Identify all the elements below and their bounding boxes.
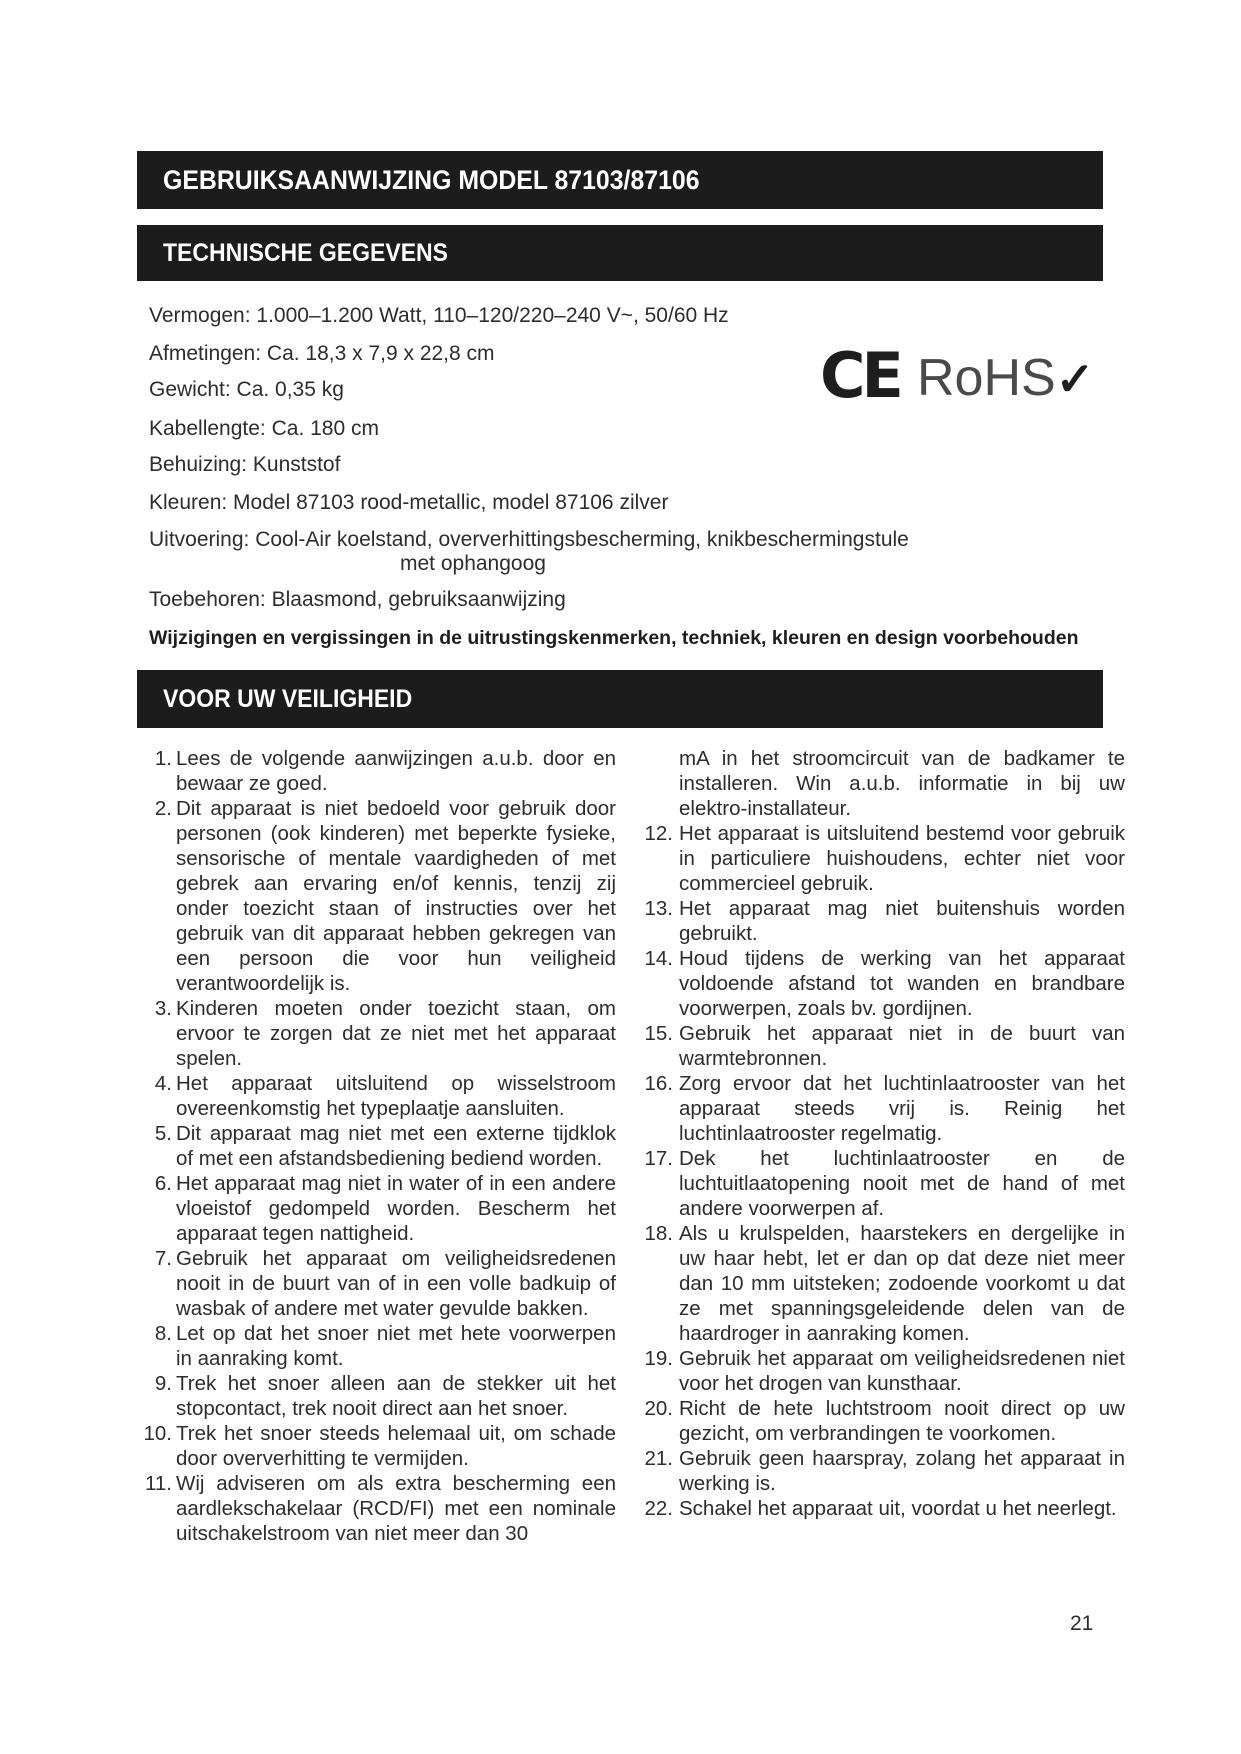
list-item	[136, 796, 616, 996]
item-text: Het apparaat mag niet in water of in een andere vloeistof gedompeld worden. Bescherm het apparaat tegen nattigheid.	[176, 1172, 616, 1245]
item-text: Trek het snoer steeds helemaal uit, om schade door oververhitting te vermijden.	[176, 1422, 616, 1470]
tech-section-title: TECHNISCHE GEGEVENS	[163, 238, 448, 267]
item-text: Als u krulspelden, haarstekers en dergelijke in uw haar hebt, let er dan op dat deze niet meer dan 10 mm uitsteken; zodoende voorkomt u dat ze met spanningsgeleidende delen van de haardroger in aanraking komen.	[679, 1222, 1125, 1345]
item-text: Let op dat het snoer niet met hete voorwerpen in aanraking komt.	[176, 1322, 616, 1370]
safety-list-right	[635, 746, 1125, 1521]
list-item	[136, 996, 616, 1071]
spec-dimensions: Afmetingen: Ca. 18,3 x 7,9 x 22,8 cm	[149, 342, 495, 365]
item-number: 4.	[154, 1072, 172, 1095]
item-text: Trek het snoer alleen aan de stekker uit het stopcontact, trek nooit direct aan het snoer.	[176, 1372, 616, 1420]
list-item	[635, 896, 1125, 946]
list-item	[136, 1321, 616, 1371]
item-text: Zorg ervoor dat het luchtinlaatrooster van het apparaat steeds vrij is. Reinig het luchtinlaatrooster regelmatig.	[679, 1072, 1125, 1145]
item-text: Het apparaat is uitsluitend bestemd voor gebruik in particuliere huishoudens, echter niet voor commercieel gebruik.	[679, 822, 1125, 895]
list-item	[136, 1171, 616, 1246]
spec-power: Vermogen: 1.000–1.200 Watt, 110–120/220–240 V~, 50/60 Hz	[149, 304, 729, 327]
list-item	[635, 1146, 1125, 1221]
item-number: 1.	[154, 747, 172, 770]
item-number: 22.	[644, 1497, 673, 1520]
item-text: Gebruik het apparaat om veiligheidsredenen niet voor het drogen van kunsthaar.	[679, 1347, 1125, 1395]
list-item	[635, 1346, 1125, 1396]
item-number: 19.	[644, 1347, 673, 1370]
list-item	[635, 1396, 1125, 1446]
item-number: 17.	[644, 1147, 673, 1170]
item-number: 10.	[143, 1422, 172, 1445]
item-text: Het apparaat mag niet buitenshuis worden gebruikt.	[679, 897, 1125, 945]
safety-list-left	[136, 746, 616, 1546]
item-number: 12.	[644, 822, 673, 845]
item-number: 14.	[644, 947, 673, 970]
list-item	[635, 1071, 1125, 1146]
list-item	[136, 1121, 616, 1171]
item-number: 16.	[644, 1072, 673, 1095]
page-number: 21	[1070, 1612, 1094, 1635]
item-text: Kinderen moeten onder toezicht staan, om ervoor te zorgen dat ze niet met het apparaat spelen.	[176, 997, 616, 1070]
item-text: Dit apparaat is niet bedoeld voor gebruik door personen (ook kinderen) met beperkte fysieke, sensorische of mentale vaardigheden of met gebrek aan ervaring en/of kennis, tenzij zij onder toezicht staan of instructies over het gebruik van dit apparaat hebben gekregen van een persoon die voor hun veiligheid verantwoordelijk is.	[176, 797, 616, 995]
item-number: 20.	[644, 1397, 673, 1420]
spec-weight: Gewicht: Ca. 0,35 kg	[149, 378, 344, 401]
list-item	[635, 946, 1125, 1021]
item-number: 3.	[154, 997, 172, 1020]
item-number: 6.	[154, 1172, 172, 1195]
item-number: 11.	[145, 1472, 172, 1495]
spec-housing: Behuizing: Kunststof	[149, 453, 341, 476]
item-text: Schakel het apparaat uit, voordat u het neerlegt.	[679, 1497, 1117, 1520]
list-item	[136, 1471, 616, 1546]
item-number: 9.	[154, 1372, 172, 1395]
item-number: 2.	[154, 797, 172, 820]
item-number: 13.	[644, 897, 673, 920]
check-icon: ✓	[1055, 353, 1095, 405]
rohs-logo	[917, 349, 1095, 407]
safety-section-bar	[137, 670, 1103, 728]
item-number: 21.	[644, 1447, 673, 1470]
list-item	[136, 746, 616, 796]
spec-cable: Kabellengte: Ca. 180 cm	[149, 417, 379, 440]
list-item	[635, 1446, 1125, 1496]
spec-features: Uitvoering: Cool-Air koelstand, oververhittingsbescherming, knikbeschermingstule	[149, 528, 909, 551]
item-text: Dit apparaat mag niet met een externe tijdklok of met een afstandsbediening bediend worden.	[176, 1122, 616, 1170]
list-item	[136, 1421, 616, 1471]
item-text: Gebruik het apparaat om veiligheidsredenen nooit in de buurt van of in een volle badkuip of wasbak of andere met water gevulde bakken.	[176, 1247, 616, 1320]
safety-section-title: VOOR UW VEILIGHEID	[163, 684, 413, 713]
list-item	[635, 821, 1125, 896]
tech-section-bar	[137, 225, 1103, 281]
main-title-bar	[137, 151, 1103, 209]
item-number: 15.	[644, 1022, 673, 1045]
list-item	[635, 1021, 1125, 1071]
item-number: 5.	[154, 1122, 172, 1145]
list-item	[136, 1071, 616, 1121]
list-item	[136, 1371, 616, 1421]
item-text: Lees de volgende aanwijzingen a.u.b. door en bewaar ze goed.	[176, 747, 616, 795]
disclaimer-notice: Wijzigingen en vergissingen in de uitrustingskenmerken, techniek, kleuren en design voorbehouden	[149, 627, 1079, 649]
main-title: GEBRUIKSAANWIJZING MODEL 87103/87106	[163, 164, 700, 195]
item-number: 8.	[154, 1322, 172, 1345]
item-text: Gebruik geen haarspray, zolang het apparaat in werking is.	[679, 1447, 1125, 1495]
item-number: 7.	[154, 1247, 172, 1270]
item-text: Houd tijdens de werking van het apparaat voldoende afstand tot wanden en brandbare voorwerpen, zoals bv. gordijnen.	[679, 947, 1125, 1020]
list-item	[635, 1496, 1125, 1521]
item-text: Wij adviseren om als extra bescherming een aardlekschakelaar (RCD/FI) met een nominale uitschakelstroom van niet meer dan 30	[176, 1472, 616, 1545]
item-text: Gebruik het apparaat niet in de buurt van warmtebronnen.	[679, 1022, 1125, 1070]
rohs-text: RoHS	[917, 349, 1056, 407]
item-text: Dek het luchtinlaatrooster en de luchtuitlaatopening nooit met de hand of met andere voorwerpen af.	[679, 1147, 1125, 1220]
spec-features-continued: met ophangoog	[400, 552, 546, 575]
item-text: Richt de hete luchtstroom nooit direct op uw gezicht, om verbrandingen te voorkomen.	[679, 1397, 1125, 1445]
list-item-continuation: mA in het stroomcircuit van de badkamer te installeren. Win a.u.b. informatie in bij uw elektro-installateur.	[679, 747, 1125, 820]
list-item	[635, 1221, 1125, 1346]
item-number: 18.	[644, 1222, 673, 1245]
spec-accessories: Toebehoren: Blaasmond, gebruiksaanwijzing	[149, 588, 566, 611]
spec-colors: Kleuren: Model 87103 rood-metallic, model 87106 zilver	[149, 491, 669, 514]
item-text: Het apparaat uitsluitend op wisselstroom overeenkomstig het typeplaatje aansluiten.	[176, 1072, 616, 1120]
ce-mark-logo: CE	[820, 339, 900, 412]
list-item	[136, 1246, 616, 1321]
